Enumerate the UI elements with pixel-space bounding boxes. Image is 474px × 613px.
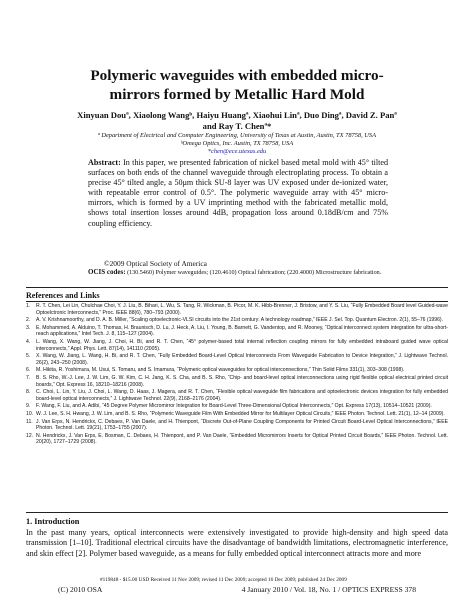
affiliation-line-2: ᵇOmega Optics, Inc. Austin, TX 78758, USA (180, 140, 294, 148)
reference-number: 2. (26, 317, 31, 324)
ocis-label: OCIS codes: (88, 268, 126, 276)
ocis-codes (88, 268, 388, 277)
reference-text: N. Hendrickx, J. Van Erps, E. Bosman, C. Debaes, H. Thienpont, and P. Van Daele, “Embedded Micromirrors Inserts for Optical Printed Circuit Boards,” IEEE Photon. Technol. Lett. 20(20), 1727–1729 (2008). (36, 432, 448, 446)
reference-text: R. T. Chen, Lei Lin, Chulchae Choi, Y. J. Liu, B. Bihari, L. Wu, S. Tang, R. Wickman, B. Picor, M. K. Hibb-Brenner, J. Bristow, and Y. S. Liu, “Fully Embedded Board level Guided-wave Optoelctronic Interconnects,” Proc. IEEE 88(6), 780–793 (2000). (36, 303, 448, 316)
reference-number: 3. (26, 324, 31, 331)
reference-number: 6. (26, 367, 31, 374)
reference-item (26, 325, 448, 338)
reference-text: E. Mohammed, A. Alduino, T. Thomas, H. Braunisch, D. Lu, J. Heck, A. Liu, I. Young, B. Barnett, G. Vandentop, and R. Mooney, “Optical interconnect system integration for ultra-short-reach applications,” Intel Tech. J. 8, 115–127 (2004). (36, 324, 448, 338)
reference-number: 12. (26, 432, 34, 439)
reference-item (26, 375, 448, 388)
reference-text: J. Van Erps, N. Hendrickx, C. Debaes, P. Van Daele, and H. Thienpont, “Discrete Out-of-Plane Coupling Components for Printed Circuit Board-Level Optical Interconnections,” IEEE Photon. Technol. Lett. 19(21), 1753–1755 (2007). (36, 418, 448, 432)
author-line-2: and Ray T. Chenª* (202, 121, 272, 131)
reference-number: 8. (26, 389, 31, 396)
reference-text: X. Wang, W. Jiang, L. Wang, H. Bi, and R. T. Chen, “Fully Embedded Board-Level Optical Interconnects From Waveguide Fabrication to Device Integration,” J. Lightwave Technol. 26(2), 243–250 (2008). (36, 353, 448, 366)
reference-text: C. Choi, L. Lin, Y. Liu, J. Choi, L. Wang, D. Haas, J. Magera, and R. T. Chen, “Flexible optical waveguide film fabrications and optoelectronic devices integration for fully embedded board-level optical interconnects,” J. Lightwave Technol. 22(9), 2168–2176 (2004). (36, 389, 448, 402)
reference-item (26, 353, 448, 366)
reference-item (26, 367, 448, 374)
title-line-2: mirrors formed by Metallic Hard Mold (109, 86, 365, 103)
divider-top (26, 287, 448, 288)
reference-text: L. Wang, X. Wang, W. Jiang, J. Choi, H. Bi, and R. T. Chen, “45° polymer-based total internal reflection coupling mirrors for fully embedded intraboard guided wave optical interconnects,” Appl. Phys. Lett. 87(14), 141110 (2005). (36, 338, 448, 352)
reference-text: M. Hikita, R. Yoshimura, M. Usui, S. Tomaru, and S. Imamura, “Polymeric optical waveguides for optical interconnections,” Thin Solid Films 331(1), 303–308 (1998). (36, 367, 405, 374)
divider-refs (26, 301, 448, 302)
reference-item (26, 411, 448, 418)
title-line-1: Polymeric waveguides with embedded micro- (90, 67, 384, 84)
reference-number: 7. (26, 374, 31, 381)
divider-intro (26, 512, 448, 513)
reference-item (26, 403, 448, 410)
reference-item (26, 389, 448, 402)
references-heading: References and Links (26, 291, 100, 300)
reference-item (26, 339, 448, 352)
reference-item (26, 419, 448, 432)
reference-number: 9. (26, 403, 31, 410)
affiliation-line-1: ª Department of Electrical and Computer Engineering, University of Texas at Austin, Austin, TX 78758, USA (97, 132, 377, 139)
author-list (30, 110, 444, 132)
abstract-text: In this paper, we presented fabrication of nickel based metal mold with 45° tilted surfaces on both ends of the channel waveguide through electroplating process. To obtain a precise 45° tilted angle, a 50μm thick SU-8 layer was UV exposed under de-ionized water, with repeatable error control of 0.5°. The polymeric waveguide array with 45° micro-mirrors, which is formed by a UV imprinting method with the fabricated metallic mold, shows total insertion losses around 4dB, propagation loss around 0.18dB/cm and 75% coupling efficiency. (88, 158, 388, 228)
reference-text: W. J. Lee, S. H. Hwang, J. W. Lim, and B. S. Rho, “Polymeric Waveguide Film With Embedded Mirror for Multilayer Optical Circuits,” IEEE Photon. Technol. Lett. 21(1), 12–14 (2009). (36, 410, 445, 417)
footer-citation: 4 January 2010 / Vol. 18, No. 1 / OPTICS EXPRESS 378 (241, 585, 416, 594)
introduction-text: In the past many years, optical interconnects were extensively investigated to provide high-density and high speed data transmission [1–10]. Traditional electrical circuits have the disadvantage of bandwidth limitations, electromagnetic interference, and skin effect [2]. Polymer based waveguide, as a means for fully embedded optical interconnect attracts more and more (26, 528, 448, 558)
paper-title (40, 66, 434, 104)
reference-number: 1. (26, 303, 31, 309)
references-list (26, 303, 448, 447)
affiliations (40, 132, 434, 157)
reference-number: 11. (26, 418, 33, 425)
reference-item (26, 433, 448, 446)
footer-dates: #119848 - $15.00 USD Received 11 Nov 2009; revised 11 Dec 2009; accepted 16 Dec 2009; published 24 Dec 2009 (100, 577, 347, 583)
reference-text: B. S. Rho, W.-J. Lee, J. W. Lim, G. W. Kim, C. H. Jang, K. S. Cha, and B. S. Rho, “Chip- and board-level optical interconnections using rigid flexible optical electrical printed circuit boards,” Opt. Express 16, 18210–18216 (2008). (36, 374, 448, 388)
ocis-text: (130.5460) Polymer waveguides; (120.4610) Optical fabrication; (220.4000) Microstructure fabrication. (127, 270, 382, 276)
reference-number: 5. (26, 353, 31, 360)
abstract (88, 158, 388, 229)
author-email-link[interactable]: *chen@ece.utexas.edu (207, 148, 267, 156)
copyright-notice: ©2009 Optical Society of America (104, 259, 207, 268)
footer-copyright: (C) 2010 OSA (58, 585, 103, 594)
abstract-label: Abstract: (88, 158, 121, 167)
author-line-1: Xinyuan Douª, Xiaolong Wangᵇ, Haiyu Huangª, Xiaohui Linª, Duo Dingª, David Z. Panª (77, 110, 397, 120)
reference-text: A. V. Krishnamoorthy, and D. A. B. Miller, “Scaling optoelectronic-VLSI circuits into the 21st century: A technology roadmap,” IEEE J. Sel. Top. Quantum Electron. 2(1), 55–76 (1996). (36, 317, 444, 324)
reference-item (26, 317, 448, 324)
reference-text: F. Wang, F. Liu, and A. Adibi, “45 Degree Polymer Micromirror Integration for Board-Level Three-Dimensional Optical Interconnects,” Opt. Express 17(13), 10514–10521 (2009). (36, 403, 432, 410)
introduction-heading: 1. Introduction (26, 517, 80, 526)
reference-item (26, 303, 448, 316)
reference-number: 4. (26, 338, 31, 345)
reference-number: 10. (26, 410, 34, 417)
